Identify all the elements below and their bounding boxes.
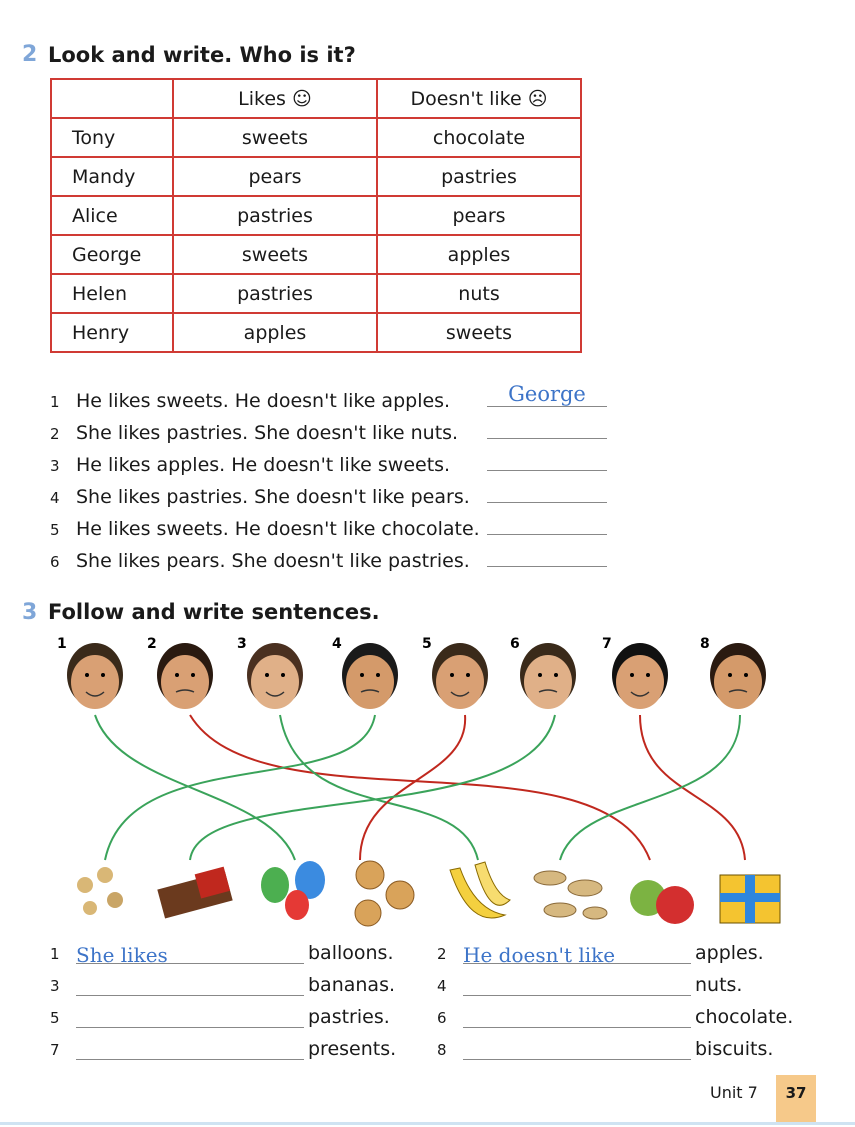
green-line [560, 715, 740, 860]
biscuits-picture [534, 871, 607, 919]
question-text: He likes sweets. He doesn't like chocolate. [76, 518, 480, 540]
sentence [437, 1038, 773, 1060]
question-number: 6 [50, 553, 60, 571]
dislikes-cell: pastries [377, 157, 581, 196]
likes-cell: pears [173, 157, 377, 196]
table-row [51, 157, 581, 196]
smile-icon: ☺ [292, 87, 312, 110]
answer-field[interactable] [487, 478, 607, 503]
answer-field[interactable] [76, 975, 304, 996]
sentence-end: biscuits. [695, 1038, 774, 1060]
answer-field[interactable]: He doesn't like [463, 943, 691, 964]
face-7 [602, 636, 668, 709]
nuts-picture [77, 867, 123, 915]
face-2 [147, 636, 213, 709]
red-line [190, 715, 650, 860]
question-text: He likes sweets. He doesn't like apples. [76, 390, 451, 412]
likes-cell: pastries [173, 196, 377, 235]
likes-table [50, 78, 582, 353]
name-cell: Henry [51, 313, 173, 352]
answer-field[interactable] [487, 510, 607, 535]
face-4 [332, 636, 398, 709]
question-text: He likes apples. He doesn't like sweets. [76, 454, 451, 476]
bottom-rule [0, 1122, 855, 1125]
table-row [51, 274, 581, 313]
question-number: 5 [50, 521, 60, 539]
dislikes-header: Doesn't like [410, 87, 522, 110]
green-line [105, 715, 375, 860]
sentence [50, 1006, 390, 1028]
answer-field[interactable] [487, 414, 607, 439]
sentence-number: 6 [437, 1009, 447, 1027]
table-row [51, 235, 581, 274]
answer-field[interactable] [463, 1007, 691, 1028]
name-cell: Alice [51, 196, 173, 235]
likes-cell: sweets [173, 118, 377, 157]
answer-field[interactable]: She likes [76, 943, 304, 964]
green-line [95, 715, 295, 860]
face-number: 3 [237, 636, 247, 652]
question [50, 454, 450, 476]
sentence [437, 942, 764, 967]
question [50, 550, 470, 572]
answer-field[interactable] [76, 1039, 304, 1060]
sentence-end: bananas. [308, 974, 396, 996]
face-6 [510, 636, 576, 709]
sentence [437, 974, 742, 996]
page-number: 37 [776, 1075, 816, 1125]
dislikes-cell: chocolate [377, 118, 581, 157]
sentence-end: balloons. [308, 942, 394, 964]
sentence [50, 942, 394, 967]
face-number: 2 [147, 636, 157, 652]
face-number: 8 [700, 636, 710, 652]
sentence-end: nuts. [695, 974, 743, 996]
answer-field[interactable] [487, 446, 607, 471]
present-picture [720, 875, 780, 923]
answer-field[interactable]: George [487, 382, 607, 407]
question-text: She likes pastries. She doesn't like pears. [76, 486, 470, 508]
question-number: 1 [50, 393, 60, 411]
sentence [50, 1038, 396, 1060]
pastries-picture [355, 861, 414, 926]
exercise-number: 3 [22, 600, 38, 625]
question-text: She likes pears. She doesn't like pastries. [76, 550, 470, 572]
match-illustration [0, 630, 855, 940]
answer-field[interactable] [463, 975, 691, 996]
exercise-title: Follow and write sentences. [48, 600, 380, 624]
sentence-number: 4 [437, 977, 447, 995]
table-header [51, 79, 581, 118]
face-number: 1 [57, 636, 67, 652]
sentence-number: 7 [50, 1041, 60, 1059]
sentence-number: 3 [50, 977, 60, 995]
dislikes-cell: pears [377, 196, 581, 235]
question-number: 4 [50, 489, 60, 507]
likes-cell: sweets [173, 235, 377, 274]
face-number: 4 [332, 636, 342, 652]
unit-label: Unit 7 [710, 1083, 758, 1102]
sentence [50, 974, 395, 996]
sentence-end: presents. [308, 1038, 397, 1060]
sentence-number: 1 [50, 945, 60, 963]
sentence-number: 8 [437, 1041, 447, 1059]
exercise-title: Look and write. Who is it? [48, 43, 356, 67]
frown-icon: ☹ [527, 87, 548, 110]
face-number: 5 [422, 636, 432, 652]
question-number: 3 [50, 457, 60, 475]
face-8 [700, 636, 766, 709]
face-1 [57, 636, 123, 709]
question [50, 422, 458, 444]
dislikes-cell: apples [377, 235, 581, 274]
name-cell: Helen [51, 274, 173, 313]
sentence [437, 1006, 793, 1028]
question [50, 486, 470, 508]
answer-field[interactable] [487, 542, 607, 567]
face-5 [422, 636, 488, 709]
bananas-picture [450, 862, 510, 918]
food-pictures [77, 861, 780, 926]
likes-cell: pastries [173, 274, 377, 313]
sentence-end: pastries. [308, 1006, 390, 1028]
dislikes-cell: sweets [377, 313, 581, 352]
table-row [51, 118, 581, 157]
face-number: 7 [602, 636, 612, 652]
exercise-number: 2 [22, 42, 38, 67]
face-3 [237, 636, 303, 709]
balloons-picture [261, 861, 325, 920]
question-text: She likes pastries. She doesn't like nuts. [76, 422, 459, 444]
sentence-number: 2 [437, 945, 447, 963]
question-number: 2 [50, 425, 60, 443]
name-cell: Mandy [51, 157, 173, 196]
likes-header: Likes [238, 87, 286, 110]
sentence-end: chocolate. [695, 1006, 794, 1028]
red-line [640, 715, 745, 860]
sentence-end: apples. [695, 942, 764, 964]
likes-cell: apples [173, 313, 377, 352]
table-row [51, 313, 581, 352]
face-number: 6 [510, 636, 520, 652]
sentence-number: 5 [50, 1009, 60, 1027]
question [50, 518, 480, 540]
chocolate-picture [157, 867, 232, 919]
name-cell: Tony [51, 118, 173, 157]
table-row [51, 196, 581, 235]
answer-field[interactable] [463, 1039, 691, 1060]
red-line [360, 715, 465, 860]
question [50, 390, 450, 412]
apples-picture [630, 880, 694, 924]
name-cell: George [51, 235, 173, 274]
dislikes-cell: nuts [377, 274, 581, 313]
answer-field[interactable] [76, 1007, 304, 1028]
